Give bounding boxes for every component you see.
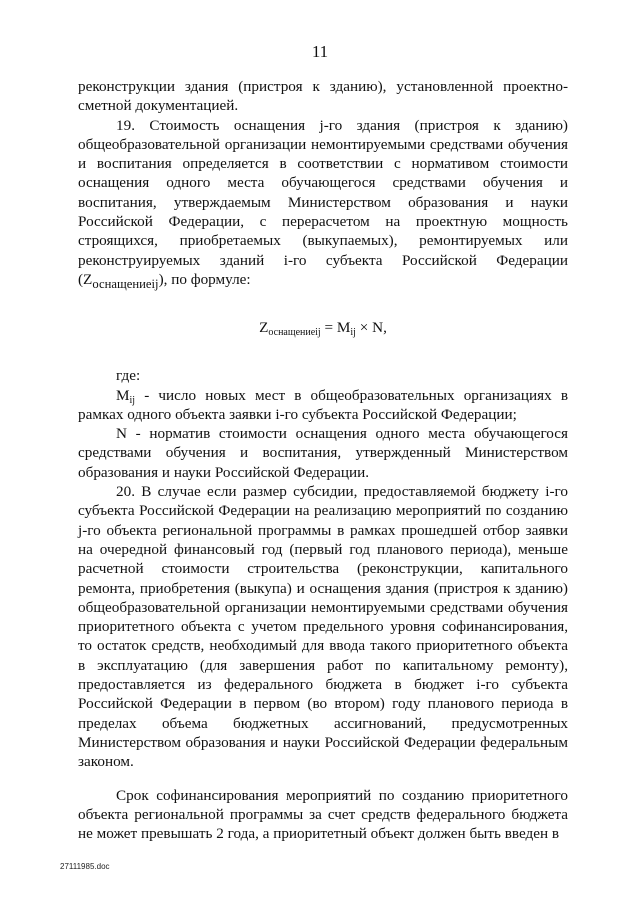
- paragraph-last: Срок софинансирования мероприятий по созданию приоритетного объекта региональной программы за счет средств федерального бюджета не может превышать 2 года, а приоритетный объект должен быть введен в: [78, 786, 568, 843]
- page-number: 11: [311, 42, 329, 61]
- where-label: где:: [116, 367, 141, 385]
- paragraph-19: [78, 116, 568, 295]
- formula-tail: × N,: [355, 319, 387, 337]
- paragraph-continuation: реконструкции здания (пристроя к зданию), установленной проектно-сметной документацией.: [78, 78, 568, 115]
- formula: [78, 318, 568, 338]
- document-body: [78, 77, 568, 843]
- definition-m: [78, 386, 568, 425]
- paragraph-19-text: 19. Стоимость оснащения j-го здания (пристроя к зданию) общеобразовательной организации немонтируемыми средствами обучения и воспитания определяется в соответствии с нормативом стоимости оснащения одного места обучающегося средствами обучения и воспитания, утверждаемым Министерством образования и науки Российской Федерации, с перерасчетом на проектную мощность строящихся, приобретаемых (выкупаемых), ремонтируемых или реконструируемых зданий i-го субъекта Российской Федерации (Z: [78, 116, 568, 288]
- footer-filename: 27111985.doc: [60, 862, 110, 871]
- definition-n: N - норматив стоимости оснащения одного места обучающегося средствами обучения и воспитания, утвержденный Министерством образования и науки Российской Федерации.: [78, 425, 568, 481]
- definition-m-symbol: M: [116, 386, 130, 404]
- formula-m-subscript: ij: [350, 327, 356, 339]
- paragraph-20: 20. В случае если размер субсидии, предоставляемой бюджету i-го субъекта Российской Федерации на реализацию мероприятий по созданию j-го объекта региональной программы в рамках прошедшей отбор заявки на очередной финансовый год (первый год планового периода), меньше расчетной стоимости строительства (реконструкции, капитального ремонта, приобретения (выкупа) и оснащения здания (пристроя к зданию) общеобразовательной организации немонтируемыми средствами обучения приоритетного объекта с учетом предельного уровня софинансирования, то остаток средств, необходимый для ввода такого приоритетного объекта в эксплуатацию (для завершения работ по капитальному ремонту), предоставляется из федерального бюджета в бюджет i-го субъекта Российской Федерации в первом (во втором) году планового периода в пределах объема бюджетных ассигнований, предусмотренных Министерством образования и науки Российской Федерации федеральным законом.: [78, 483, 568, 771]
- paragraph-19-tail: ), по формуле:: [158, 270, 251, 288]
- definition-m-text: - число новых мест в общеобразовательных организациях в рамках одного объекта заявки i-го субъекта Российской Федерации;: [78, 386, 568, 423]
- definition-m-subscript: ij: [129, 394, 136, 406]
- formula-z: Z: [259, 319, 269, 337]
- formula-z-subscript: оснащениеij: [268, 327, 321, 339]
- formula-mid: = M: [320, 319, 351, 337]
- paragraph-19-subscript: оснащениеij: [92, 277, 159, 291]
